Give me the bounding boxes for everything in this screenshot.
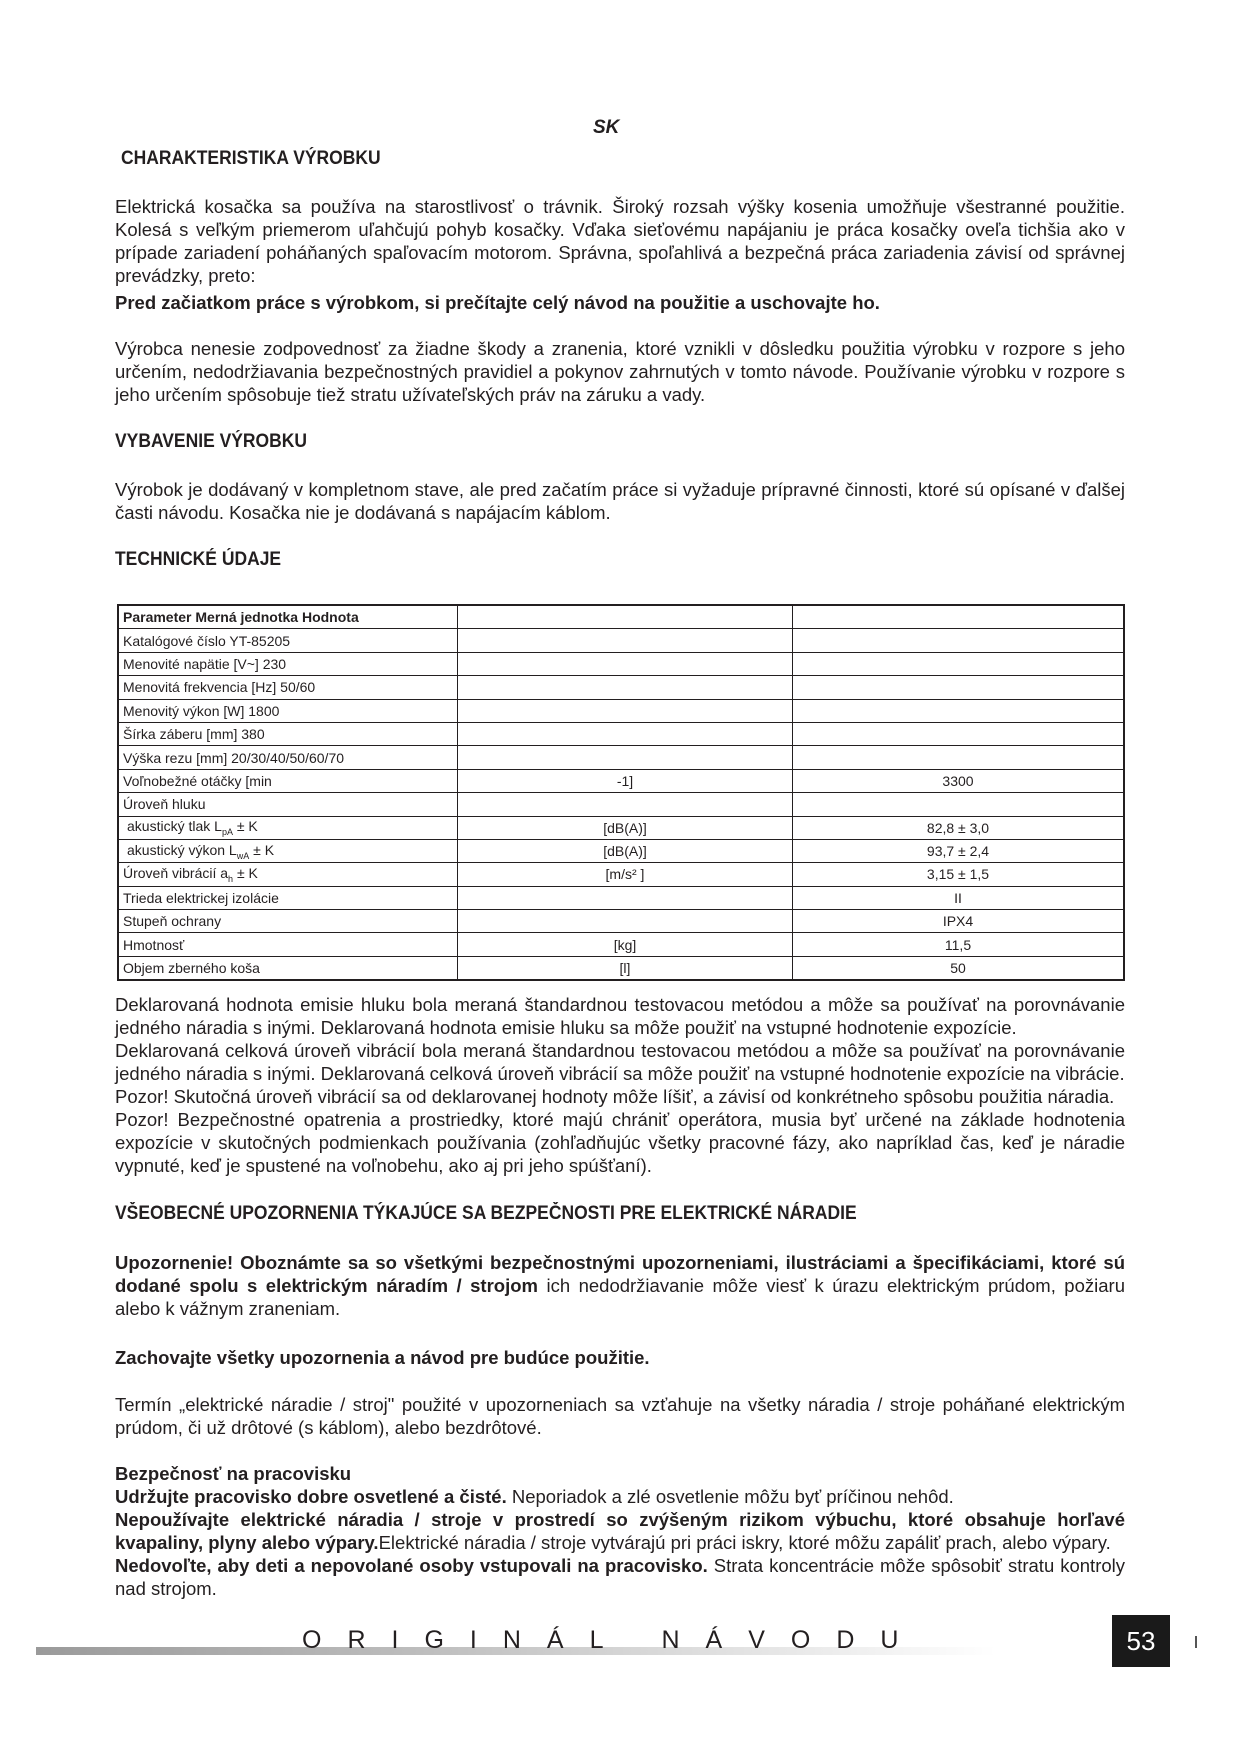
language-code: SK [593, 117, 620, 138]
table-cell: 50 [793, 956, 1125, 980]
table-cell: Výška rezu [mm] 20/30/40/50/60/70 [118, 746, 458, 769]
table-cell: 3,15 ± 1,5 [793, 863, 1125, 886]
paragraph-liability: Výrobca nenesie zodpovednosť za žiadne škody a zranenia, ktoré vznikli v dôsledku použitia výrobku v rozpore s jeho určením, nedodržiavania bezpečnostných pravidiel a pokynov zahrnutých v tomto návode. Používanie výrobku v rozpore s jeho určením spôsobuje tiež stratu užívateľských práv na záruku a vady. [115, 338, 1125, 405]
table-cell: -1] [458, 769, 793, 792]
section-title-characteristics: CHARAKTERISTIKA VÝROBKU [121, 148, 381, 169]
table-cell: [kg] [458, 933, 793, 956]
table-cell: IPX4 [793, 910, 1125, 933]
table-cell: akustický tlak $L_{pA} \pm K$ [118, 816, 458, 839]
section-title-equipment: VYBAVENIE VÝROBKU [115, 431, 307, 452]
paragraph-equipment: Výrobok je dodávaný v kompletnom stave, ale pred začatím práce si vyžaduje prípravné činnosti, ktoré sú opísané v ďalšej časti návodu. Kosačka nie je dodávaná s napájacím káblom. [115, 479, 1125, 523]
table-cell: akustický výkon $L_{wA} \pm K$ [118, 839, 458, 862]
table-cell: 3300 [793, 769, 1125, 792]
table-cell: Voľnobežné otáčky [min [118, 769, 458, 792]
paragraph-safety-measures: Pozor! Bezpečnostné opatrenia a prostriedky, ktoré majú chrániť operátora, musia byť určené na základe hodnotenia expozície v skutočných podmienkach používania (zohľadňujúc všetky pracovné fázy, ako napríklad čas, keď je náradie vypnuté, keď je spustené na voľnobehu, ako aj pri jeho spúšťaní). [115, 1109, 1125, 1176]
table-cell: [m/s² ] [458, 863, 793, 886]
table-row [118, 910, 1124, 933]
paragraph-intro: Elektrická kosačka sa používa na starostlivosť o trávnik. Široký rozsah výšky kosenia umožňuje všestranné použitie. Kolesá s veľkým priemerom uľahčujú pohyb kosačky. Vďaka sieťovému napájaniu je práca kosačky oveľa tichšia ako v prípade zariadení poháňaných spaľovacím motorom. Správna, spoľahlivá a bezpečná práca zariadenia závisí od správnej prevádzky, preto: [115, 196, 1125, 286]
table-row [118, 816, 1124, 839]
footer-title: ORIGINÁL NÁVODU [302, 1626, 925, 1654]
paragraph-warning: Upozornenie! Oboznámte sa so všetkými bezpečnostnými upozorneniami, ilustráciami a špecifikáciami, ktoré sú dodané spolu s elektrickým náradím / strojom ich nedodržiavanie môže viesť k úrazu elektrickým prúdom, požiaru alebo k vážnym zraneniam. [115, 1252, 1125, 1319]
table-cell: [dB(A)] [458, 839, 793, 862]
subsection-title-workplace-safety: Bezpečnosť na pracovisku [115, 1463, 352, 1484]
table-cell: Menovitá frekvencia [Hz] 50/60 [118, 676, 458, 699]
table-cell: Menovité napätie [V~] 230 [118, 652, 458, 675]
paragraph-vibration-warning: Pozor! Skutočná úroveň vibrácií sa od deklarovanej hodnoty môže líšiť, a závisí od konkrétneho spôsobu použitia náradia. [115, 1086, 1115, 1107]
table-row [118, 605, 1124, 629]
page-edge-mark [1195, 1636, 1197, 1648]
section-title-general-safety: VŠEOBECNÉ UPOZORNENIA TÝKAJÚCE SA BEZPEČNOSTI PRE ELEKTRICKÉ NÁRADIE [115, 1203, 857, 1224]
table-cell: Úroveň vibrácií $a_h \pm K$ [118, 863, 458, 886]
table-row [118, 722, 1124, 745]
table-cell: 93,7 ± 2,4 [793, 839, 1125, 862]
table-cell: Objem zberného koša [118, 956, 458, 980]
table-row [118, 933, 1124, 956]
paragraph-noise-emission: Deklarovaná hodnota emisie hluku bola meraná štandardnou testovacou metódou a môže sa používať na porovnávanie jedného náradia s inými. Deklarovaná hodnota emisie hluku sa môže použiť na vstupné hodnotenie expozície. [115, 994, 1125, 1038]
table-row [118, 886, 1124, 909]
table-row [118, 863, 1124, 886]
paragraph-vibration-level: Deklarovaná celková úroveň vibrácií bola meraná štandardnou testovacou metódou a môže sa používať na porovnávanie jedného náradia s inými. Deklarovaná celková úroveň vibrácií sa môže použiť na vstupné hodnotenie expozície na vibrácie. [115, 1040, 1125, 1084]
paragraph-workplace-2: Nepoužívajte elektrické náradia / stroje v prostredí so zvýšeným rizikom výbuchu, ktoré obsahuje horľavé kvapaliny, plyny alebo výpary.Elektrické náradia / stroje vytvárajú pri práci iskry, ktoré môžu zapáliť prach, alebo výpary. [115, 1509, 1125, 1553]
table-row [118, 839, 1124, 862]
table-cell: Stupeň ochrany [118, 910, 458, 933]
paragraph-read-manual: Pred začiatkom práce s výrobkom, si prečítajte celý návod na použitie a uschovajte ho. [115, 292, 880, 313]
table-row [118, 793, 1124, 816]
technical-data-table [117, 604, 1125, 981]
table-row [118, 629, 1124, 652]
paragraph-workplace-1: Udržujte pracovisko dobre osvetlené a čisté. Neporiadok a zlé osvetlenie môžu byť príčinou nehôd. [115, 1486, 954, 1507]
page-number: 53 [1112, 1615, 1170, 1667]
table-row [118, 652, 1124, 675]
table-cell: Menovitý výkon [W] 1800 [118, 699, 458, 722]
table-row [118, 746, 1124, 769]
table-cell: Trieda elektrickej izolácie [118, 886, 458, 909]
table-cell: [dB(A)] [458, 816, 793, 839]
table-row [118, 676, 1124, 699]
table-cell: 11,5 [793, 933, 1125, 956]
paragraph-workplace-3: Nedovoľte, aby deti a nepovolané osoby vstupovali na pracovisko. Strata koncentrácie môže spôsobiť stratu kontroly nad strojom. [115, 1555, 1126, 1599]
table-cell: [l] [458, 956, 793, 980]
table-row [118, 699, 1124, 722]
table-header-cell: Parameter Merná jednotka Hodnota [118, 605, 458, 629]
table-cell: Úroveň hluku [118, 793, 458, 816]
paragraph-keep-instructions: Zachovajte všetky upozornenia a návod pre budúce použitie. [115, 1347, 650, 1368]
paragraph-term-definition: Termín „elektrické náradie / stroj" použité v upozorneniach sa vzťahuje na všetky náradia / stroje poháňané elektrickým prúdom, či už drôtové (s káblom), alebo bezdrôtové. [115, 1394, 1125, 1438]
table-cell: 82,8 ± 3,0 [793, 816, 1125, 839]
table-cell: Hmotnosť [118, 933, 458, 956]
table-row [118, 956, 1124, 980]
section-title-technical-data: TECHNICKÉ ÚDAJE [115, 549, 282, 570]
table-cell: II [793, 886, 1125, 909]
table-cell: Katalógové číslo YT-85205 [118, 629, 458, 652]
table-cell: Šírka záberu [mm] 380 [118, 722, 458, 745]
table-row [118, 769, 1124, 792]
